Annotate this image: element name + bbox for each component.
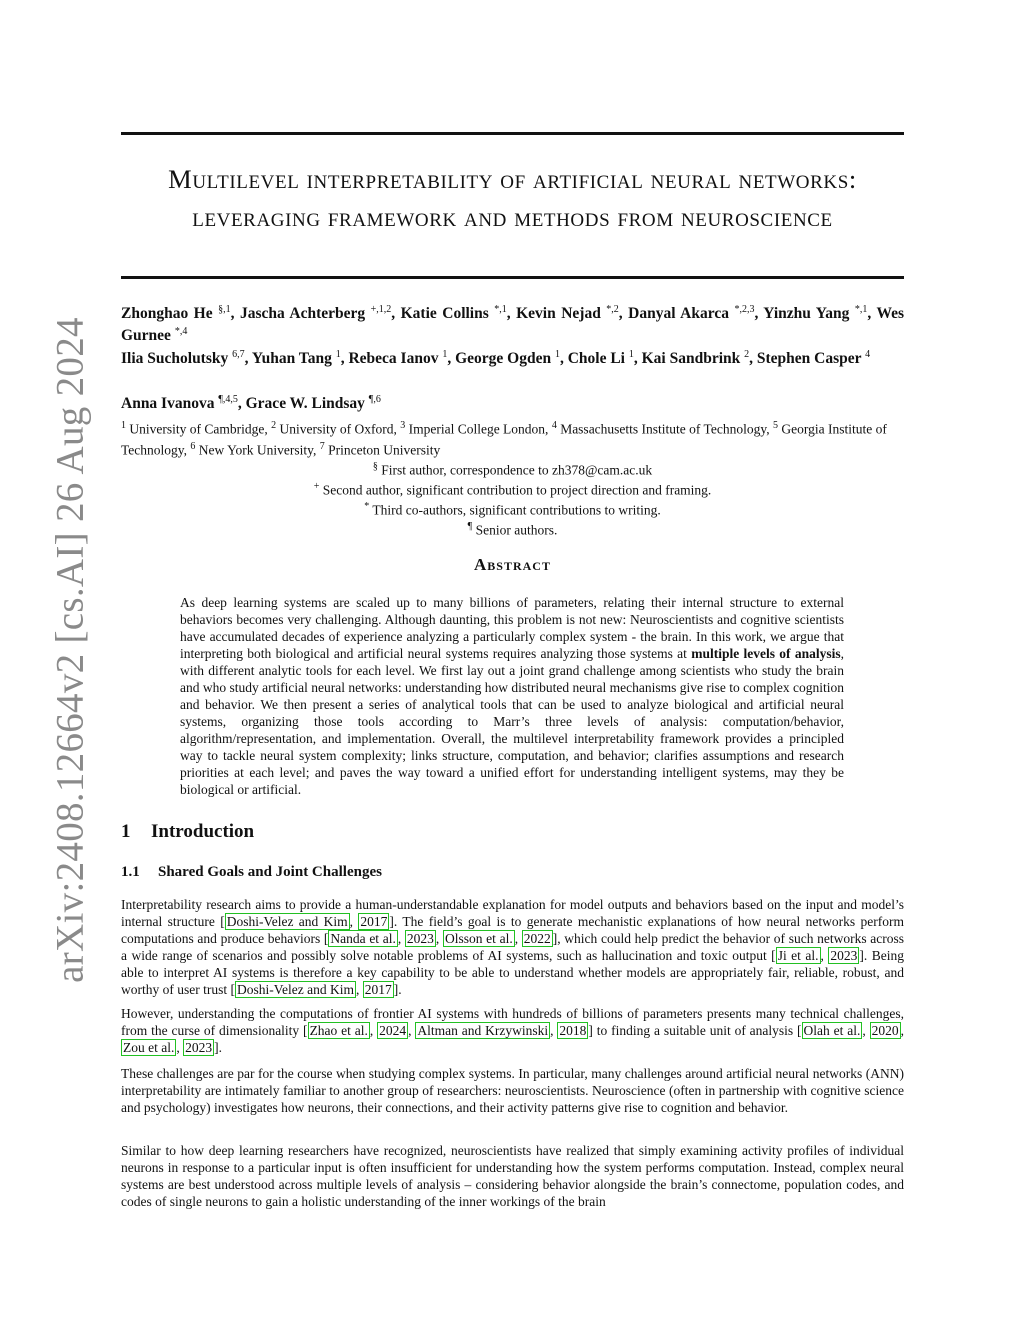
citation-link[interactable]: 2023: [185, 1040, 213, 1055]
affiliations: $^1$ University of Cambridge, $^2$ University of Oxford, $^3$ Imperial College London, $^4$ Massachusetts Institute of Technology, $^5$ Georgia Institute of Technology, $^6$ New York University, $^7$ Princeton University: [121, 420, 887, 457]
citation-link[interactable]: Zhao et al.: [309, 1023, 368, 1038]
author-list-1: Zhonghao He $^{\S,1}$, Jascha Achterberg $^{+,1,2}$, Katie Collins $^{*,1}$, Kevin Nejad $^{*,2}$, Danyal Akarca $^{*,2,3}$, Yinzhu Yang $^{*,1}$, Wes Gurnee $^{*,4}$: [121, 304, 905, 345]
citation-link[interactable]: Nanda et al.: [330, 931, 396, 946]
subsection-heading-shared-goals: 1.1 Shared Goals and Joint Challenges: [121, 864, 382, 880]
paragraph-2: However, understanding the computations of frontier AI systems with hundreds of billions of parameters presents many technical challenges, from the curse of dimensionality [ Zhao et al. , 2024 , Altman and Krzywinski , 2018 ] to finding a suitable unit of analysis [ Olah et al. , 2020 , Zou et al. , 2023 ].: [121, 1006, 905, 1055]
citation-link[interactable]: 2024: [379, 1023, 407, 1038]
paragraph-4: Similar to how deep learning researchers have recognized, neuroscientists have realized that simply examining activity profiles of individual neurons in response to a particular input is often insufficient for understanding how the system performs computation. Instead, complex neural systems are best understood across multiple levels of analysis – considering behavior alongside the brain’s connectome, population codes, and codes of single neurons to gain a holistic understanding of the inner workings of the brain: [121, 1143, 904, 1209]
citation-link[interactable]: Doshi-Velez and Kim: [226, 914, 348, 929]
title-rule-top: [121, 132, 904, 135]
citation-link[interactable]: 2023: [406, 931, 434, 946]
note-first-author: § First author, correspondence to zh378@cam.ac.uk: [372, 461, 653, 478]
author-notes: [121, 459, 904, 539]
abstract-text: As deep learning systems are scaled up to many billions of parameters, relating their internal structure to external behaviors becomes very challenging. Although daunting, this problem is not new: Neuroscientists and cognitive scientists have accumulated decades of experience analyzing a particularly complex system - the brain. In this work, we argue that interpreting both biological and artificial neural systems requires analyzing those systems at multiple levels of analysis, with different analytic tools for each level. We first lay out a joint grand challenge among scientists who study the brain and who study artificial neural networks: understanding how distributed neural mechanisms give rise to complex cognition and behavior. We then present a series of analytical tools that can be used to analyze biological and artificial neural systems, organizing those tools according to Marr’s three levels of analysis: computation/behavior, algorithm/representation, and implementation. Overall, the multilevel interpretability framework provides a principled way to tackle neural system complexity; links structure, computation, and behavior; clarifies assumptions and research priorities at each level; and paves the way toward a unified effort for understanding intelligent systems, may they be biological or artificial.: [180, 595, 844, 797]
citation-link[interactable]: Zou et al.: [123, 1040, 175, 1055]
abstract-heading: Abstract: [474, 555, 551, 574]
title-rule-bottom: [121, 276, 904, 279]
arxiv-stamp: arXiv:2408.12664v2 [cs.AI] 26 Aug 2024: [48, 317, 92, 983]
citation-link[interactable]: Olsson et al.: [444, 931, 513, 946]
citation-link[interactable]: 2018: [559, 1023, 587, 1038]
note-co-authors: * Third co-authors, significant contributions to writing.: [364, 501, 661, 518]
author-list-2: Ilia Sucholutsky $^{6,7}$, Yuhan Tang $^1$, Rebeca Ianov $^1$, George Ogden $^1$, Chole Li $^1$, Kai Sandbrink $^2$, Stephen Casper $^4$: [121, 349, 871, 368]
citation-link[interactable]: Altman and Krzywinski: [417, 1023, 549, 1038]
citation-link[interactable]: 2020: [871, 1023, 899, 1038]
citation-link[interactable]: 2023: [830, 948, 858, 963]
citation-link[interactable]: 2022: [523, 931, 551, 946]
author-list-3: Anna Ivanova $^{\P,4,5}$, Grace W. Lindsay $^{\P,6}$: [121, 394, 381, 413]
note-senior-authors: ¶ Senior authors.: [467, 521, 558, 538]
citation-link[interactable]: Ji et al.: [777, 948, 819, 963]
citation-link[interactable]: 2017: [360, 914, 388, 929]
citation-link[interactable]: 2017: [364, 982, 392, 997]
citation-link[interactable]: Olah et al.: [803, 1023, 861, 1038]
section-heading-introduction: 1 Introduction: [121, 821, 255, 842]
citation-link[interactable]: Doshi-Velez and Kim: [236, 982, 354, 997]
paragraph-3: These challenges are par for the course when studying complex systems. In particular, many challenges around artificial neural networks (ANN) interpretability are intimately familiar to another group of researchers: neuroscientists. Neuroscience (often in partnership with cognitive science and psychology) investigates how neurons, their connections, and their activity patterns give rise to cognition and behavior.: [121, 1066, 904, 1115]
note-second-author: + Second author, significant contribution to project direction and framing.: [313, 481, 712, 498]
paper-title: Multilevel interpretability of artificial neural networks: leveraging framework and methods from neuroscience: [168, 164, 857, 232]
paragraph-1: Interpretability research aims to provide a human-understandable explanation for model outputs and behaviors based on the input and model’s internal structure [ Doshi-Velez and Kim , 2017 ]. The field’s goal is to generate mechanistic explanations of how neural networks perform computations and produce behaviors [ Nanda et al. , 2023 , Olsson et al. , 2022 ], which could help predict the behavior of such networks across a wide range of scenarios and possibly solve notable problems of AI systems, such as hallucination and toxic output [ Ji et al. , 2023 ]. Being able to interpret AI systems is therefore a key capability to be able to understand whether models are appropriately fair, reliable, robust, and worthy of user trust [ Doshi-Velez and Kim , 2017 ].: [121, 897, 905, 997]
